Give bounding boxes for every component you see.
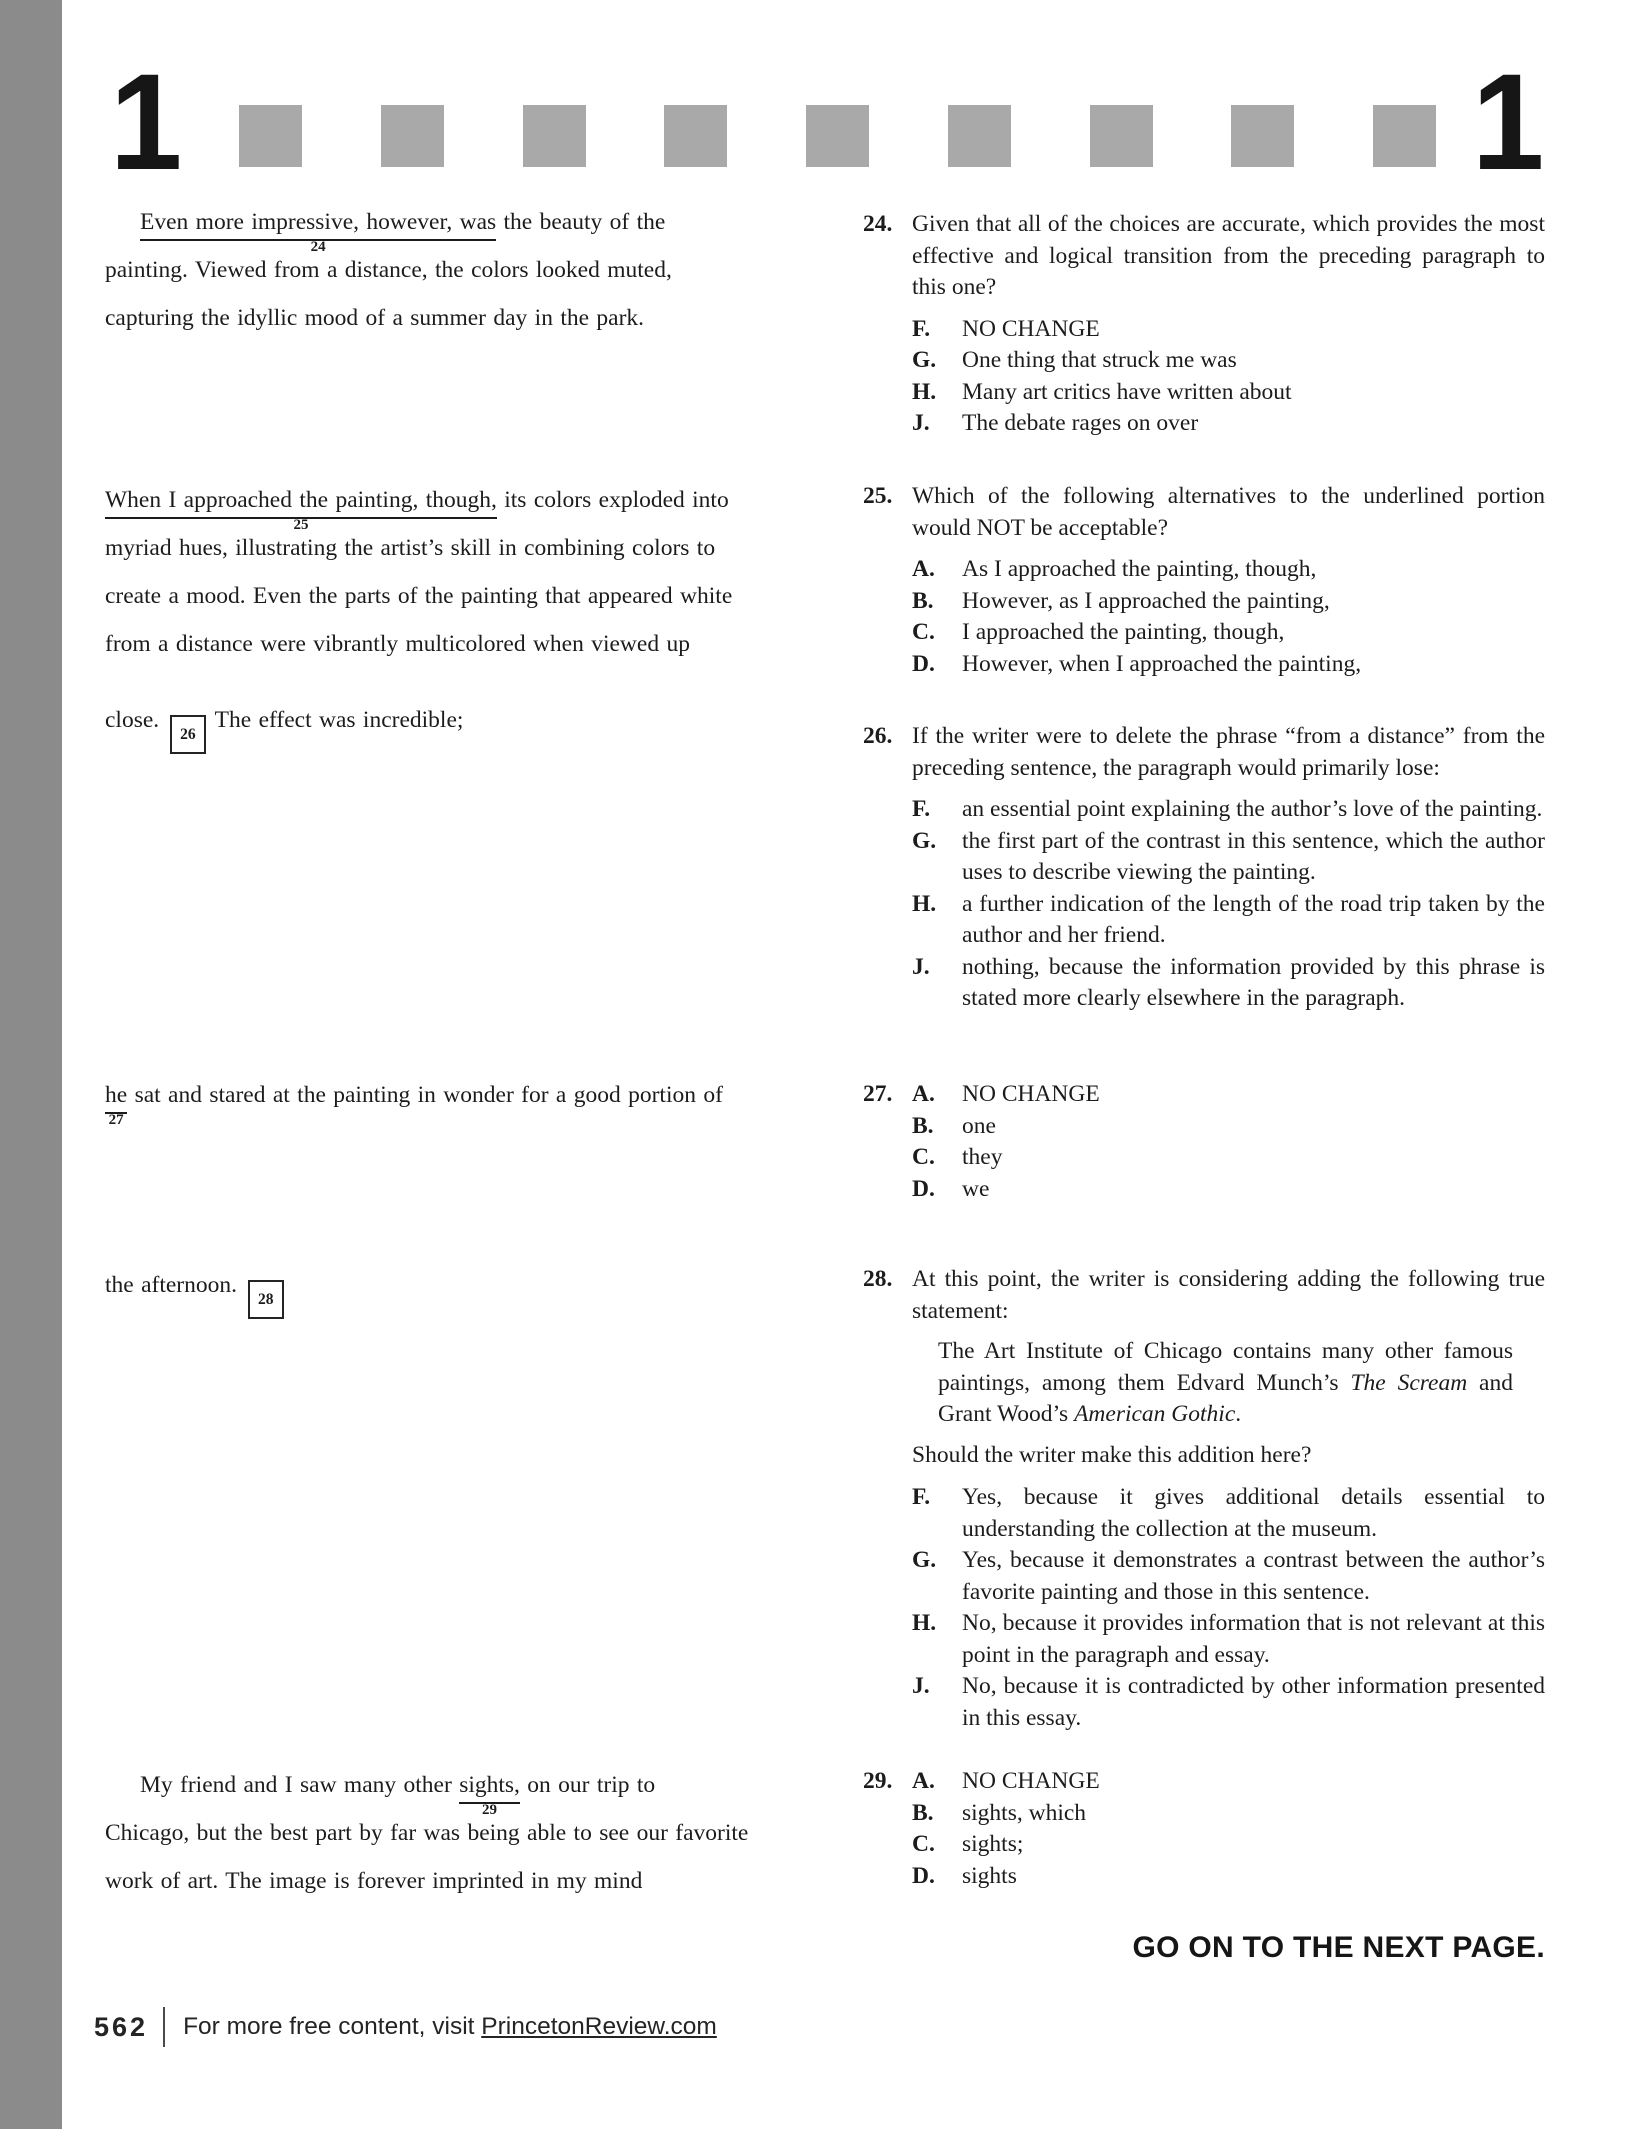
option-letter: C. [912,1831,935,1857]
section-numeral-right: 1 [1471,46,1545,199]
inserted-statement-quote [938,1336,1513,1431]
go-on-notice: GO ON TO THE NEXT PAGE. [1132,1931,1545,1964]
option-c [912,617,1545,649]
underlined-segment-24 [140,209,497,255]
option-letter: D. [912,1862,935,1889]
question-stem-followup: Should the writer make this addition here? [912,1441,1312,1468]
question-box-28: 28 [248,1280,284,1319]
option-j [912,952,1545,1015]
footer-text-prefix: For more free content, visit [183,2013,482,2040]
italic-title-the-scream: The Scream [1350,1369,1468,1396]
option-text: we [962,1175,990,1202]
passage-line: myriad hues, illustrating the artist’s skill in combining colors to [105,535,716,561]
passage-paragraph-1 [105,198,773,342]
option-h [912,377,1545,409]
option-d [912,649,1545,681]
passage-text: The effect was incredible; [214,707,464,733]
option-letter: H. [912,1610,937,1636]
option-text: One thing that struck me was [962,347,1237,373]
option-text: NO CHANGE [962,1081,1100,1107]
underlined-segment-27 [105,1082,128,1128]
option-g [912,826,1545,889]
option-text: Yes, because it demonstrates a contrast between the author’s favorite painting and those in this sentence. [962,1547,1545,1605]
option-b [912,1798,1545,1830]
book-edge-strip [0,0,62,2129]
question-stem: At this point, the writer is considering adding the following true statement: [912,1266,1545,1324]
question-26 [863,721,1545,1015]
princetonreview-link[interactable]: PrincetonReview.com [481,2013,717,2040]
option-text: sights [962,1862,1017,1889]
decorative-square-icon [1090,105,1153,167]
passage-line: Chicago, but the best part by far was being able to see our favorite [105,1820,749,1846]
passage-text: the beauty of the [496,209,666,235]
option-f [912,314,1545,346]
passage-text: sat and stared at the painting in wonder for a good portion of [127,1082,723,1108]
underlined-text: he [105,1082,128,1108]
option-text: the first part of the contrast in this sentence, which the author uses to describe viewing the painting. [962,827,1545,885]
decorative-square-icon [239,105,302,167]
option-text: The debate rages on over [962,410,1199,436]
option-letter: F. [912,796,931,822]
passage-line: work of art. The image is forever imprinted in my mind [105,1868,643,1894]
passage-text: My friend and I saw many other [140,1772,460,1798]
option-c [912,1829,1545,1861]
underlined-segment-25 [105,487,497,533]
option-a [912,1766,1545,1798]
passage-paragraph-3 [105,1071,773,1128]
passage-line: capturing the idyllic mood of a summer day in the park. [105,305,645,331]
option-text: Many art critics have written about [962,378,1292,405]
header-square-row [239,105,1436,167]
underline-marker-24: 24 [310,239,326,255]
option-text: No, because it is contradicted by other information presented in this essay. [962,1673,1545,1731]
option-letter: D. [912,1175,935,1202]
question-number: 27. [863,1081,893,1107]
question-number: 24. [863,211,893,237]
option-c [912,1142,1545,1174]
underlined-text: sights, [459,1772,520,1798]
passage-line [105,1071,773,1128]
option-b [912,1111,1545,1143]
option-letter: G. [912,1547,937,1573]
option-text: However, as I approached the painting, [962,587,1330,614]
option-letter: B. [912,1799,934,1826]
option-g [912,1545,1545,1608]
option-f [912,1482,1545,1545]
option-f [912,794,1545,826]
option-letter: D. [912,650,935,677]
answer-options [912,554,1545,680]
decorative-square-icon [806,105,869,167]
decorative-square-icon [381,105,444,167]
passage-line [105,476,773,533]
option-text: they [962,1144,1003,1170]
decorative-square-icon [523,105,586,167]
footer-divider [163,2007,165,2047]
option-text: As I approached the painting, though, [962,556,1317,582]
passage-text: the afternoon. [105,1272,238,1298]
underline-marker-27: 27 [108,1112,124,1128]
underline-marker-25: 25 [293,517,309,533]
question-stem: Given that all of the choices are accurate, which provides the most effective and logical transition from the preceding paragraph to this one? [912,211,1545,300]
option-letter: G. [912,827,937,854]
passage-line [105,1261,773,1309]
quote-text: . [1235,1401,1242,1427]
passage-line [105,198,773,255]
option-letter: H. [912,890,937,917]
passage-text: its colors exploded into [496,487,729,513]
option-letter: H. [912,378,937,405]
footer-text [183,2013,717,2041]
option-letter: C. [912,1144,935,1170]
passage-paragraph-2 [105,476,773,668]
question-box-26: 26 [170,715,206,754]
passage-paragraph-4 [105,1761,773,1905]
passage-line [105,1761,773,1818]
option-j [912,1671,1545,1734]
page-number: 562 [94,2011,149,2042]
option-letter: G. [912,347,937,373]
option-letter: J. [912,953,930,980]
option-letter: B. [912,587,934,614]
passage-line: painting. Viewed from a distance, the colors looked muted, [105,257,672,283]
option-text: No, because it provides information that is not relevant at this point in the paragraph and essay. [962,1610,1545,1668]
section-numeral-left: 1 [109,46,183,199]
option-j [912,408,1545,440]
question-number: 26. [863,723,893,749]
answer-options [912,1766,1545,1892]
option-text: a further indication of the length of the road trip taken by the author and her friend. [962,890,1545,948]
underlined-text: When I approached the painting, though, [105,487,497,513]
question-number: 25. [863,483,893,509]
option-d [912,1861,1545,1893]
option-a [912,554,1545,586]
passage-line: create a mood. Even the parts of the painting that appeared white [105,583,733,609]
question-24 [863,209,1545,440]
italic-title-american-gothic: American Gothic [1074,1401,1236,1427]
question-28 [863,1264,1545,1734]
decorative-square-icon [664,105,727,167]
option-b [912,586,1545,618]
option-letter: C. [912,619,935,645]
question-27 [863,1079,1545,1205]
option-text: I approached the painting, though, [962,619,1285,645]
underlined-segment-29 [459,1772,520,1818]
question-stem: If the writer were to delete the phrase “from a distance” from the preceding sentence, the paragraph would primarily lose: [912,723,1545,781]
option-text: NO CHANGE [962,315,1100,342]
option-text: one [962,1112,996,1139]
question-number: 29. [863,1768,893,1794]
option-g [912,345,1545,377]
question-stem: Which of the following alternatives to the underlined portion would NOT be acceptable? [912,483,1545,541]
passage-line-close [105,696,773,744]
quote-text: The Art Institute of Chicago contains many other famous paintings, among them Edvard Munch’s [938,1338,1513,1396]
option-text: However, when I approached the painting, [962,650,1362,677]
passage-text: close. [105,707,160,733]
passage-line-afternoon [105,1261,773,1309]
question-29 [863,1766,1545,1892]
answer-options [912,314,1545,440]
option-letter: A. [912,1768,935,1794]
option-letter: F. [912,1484,931,1510]
answer-options [912,1482,1545,1734]
option-letter: A. [912,1081,935,1107]
decorative-square-icon [948,105,1011,167]
option-text: sights, which [962,1799,1087,1826]
quote-text: and Grant Wood’s [938,1369,1513,1427]
decorative-square-icon [1373,105,1436,167]
passage-text: on our trip to [519,1772,656,1798]
option-letter: F. [912,315,931,342]
option-text: Yes, because it gives additional details essential to understanding the collection at the museum. [962,1484,1545,1542]
passage-line [105,696,773,744]
page-footer [94,2004,717,2050]
underlined-text: Even more impressive, however, was [140,209,497,235]
underline-marker-29: 29 [482,1802,498,1818]
option-text: an essential point explaining the author’s love of the painting. [962,796,1543,822]
option-letter: A. [912,556,935,582]
option-letter: B. [912,1112,934,1139]
option-h [912,1608,1545,1671]
option-d [912,1174,1545,1206]
option-text: NO CHANGE [962,1768,1100,1794]
question-25 [863,481,1545,680]
option-letter: J. [912,410,930,436]
option-text: nothing, because the information provided by this phrase is stated more clearly elsewhere in the paragraph. [962,953,1545,1011]
passage-line: from a distance were vibrantly multicolored when viewed up [105,631,690,657]
option-text: sights; [962,1831,1024,1857]
question-number: 28. [863,1266,893,1292]
answer-options [912,794,1545,1015]
option-h [912,889,1545,952]
option-letter: J. [912,1673,930,1699]
answer-options [912,1079,1545,1205]
decorative-square-icon [1231,105,1294,167]
option-a [912,1079,1545,1111]
